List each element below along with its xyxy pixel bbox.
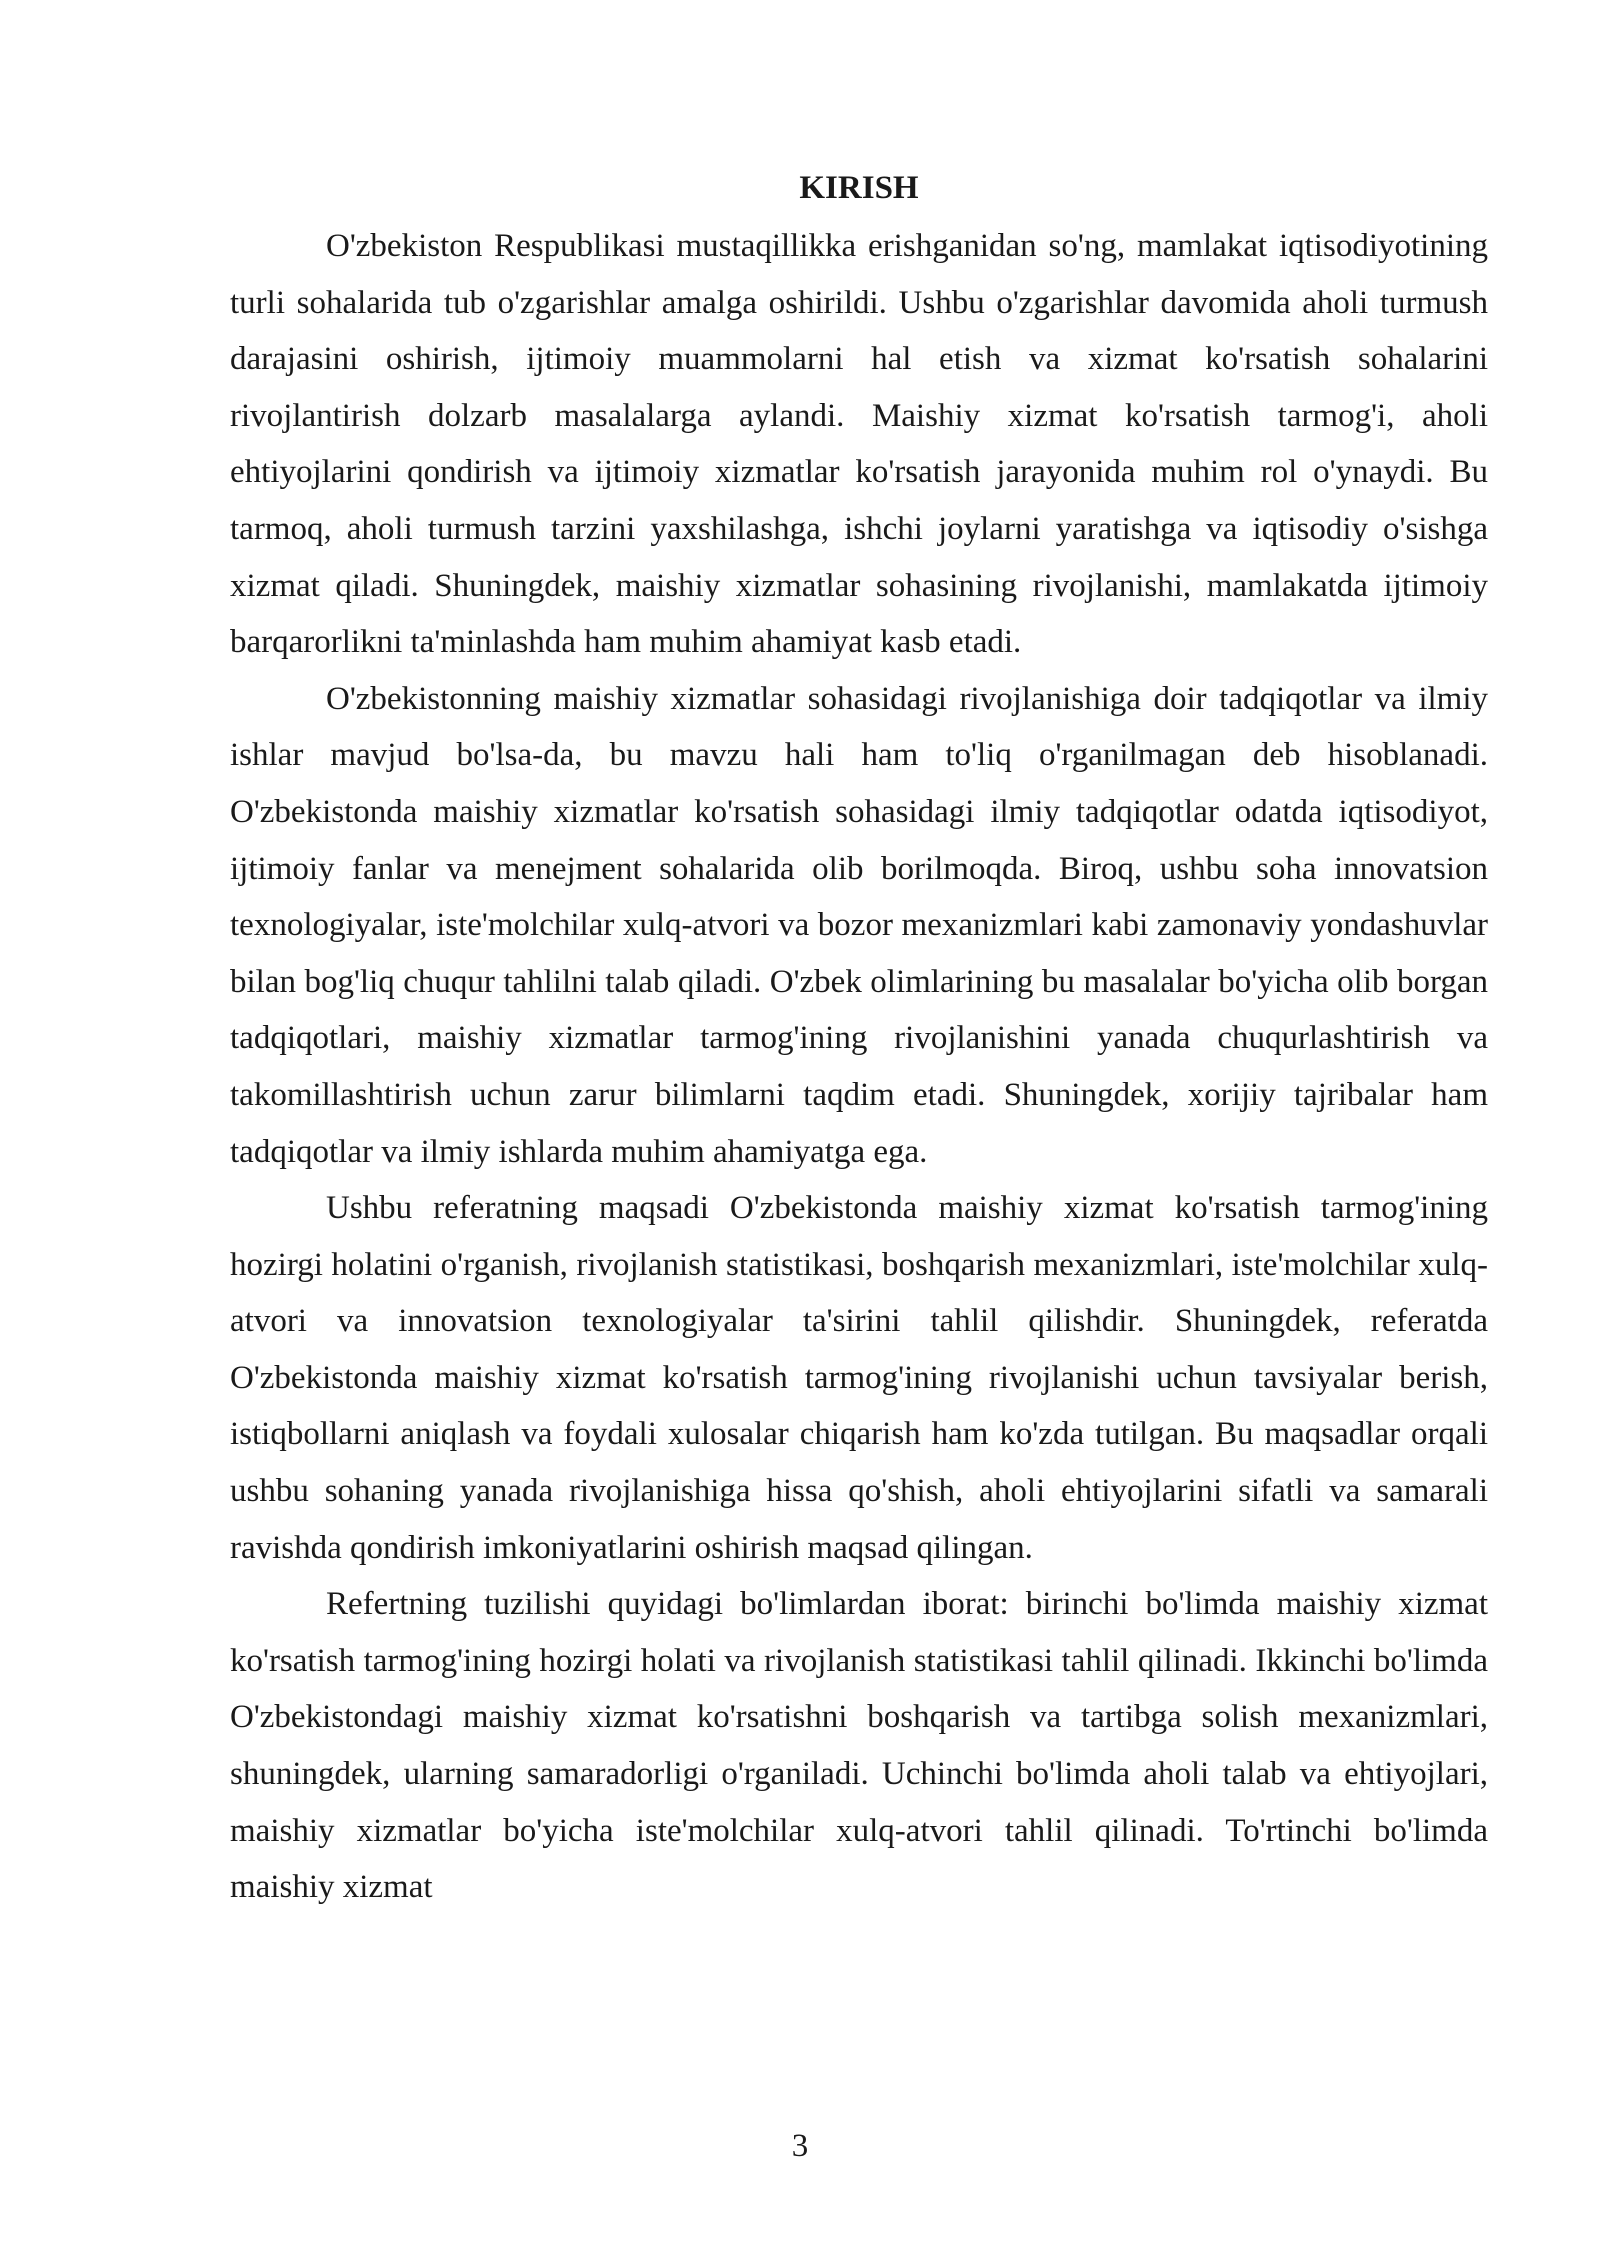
page-title: KIRISH bbox=[799, 170, 919, 206]
page-number: 3 bbox=[791, 2128, 809, 2164]
paragraph-1: O'zbekiston Respublikasi mustaqillikka erishganidan so'ng, mamlakat iqtisodiyotining turli sohalarida tub o'zgarishlar amalga oshirildi. Ushbu o'zgarishlar davomida aholi turmush darajasini oshirish, ijtimoiy muammolarni hal etish va xizmat ko'rsatish sohalarini rivojlantirish dolzarb masalalarga aylandi. Maishiy xizmat ko'rsatish tarmog'i, aholi ehtiyojlarini qondirish va ijtimoiy xizmatlar ko'rsatish jarayonida muhim rol o'ynaydi. Bu tarmoq, aholi turmush tarzini yaxshilashga, ishchi joylarni yaratishga va iqtisodiy o'sishga xizmat qiladi. Shuningdek, maishiy xizmatlar sohasining rivojlanishi, mamlakatda ijtimoiy barqarorlikni ta'minlashda ham muhim ahamiyat kasb etadi. bbox=[230, 228, 1488, 661]
paragraph-3: Ushbu referatning maqsadi O'zbekistonda maishiy xizmat ko'rsatish tarmog'ining hozirgi holatini o'rganish, rivojlanish statistikasi, boshqarish mexanizmlari, iste'molchilar xulq-atvori va innovatsion texnologiyalar ta'sirini tahlil qilishdir. Shuningdek, referatda O'zbekistonda maishiy xizmat ko'rsatish tarmog'ining rivojlanishi uchun tavsiyalar berish, istiqbollarni aniqlash va foydali xulosalar chiqarish ham ko'zda tutilgan. Bu maqsadlar orqali ushbu sohaning yanada rivojlanishiga hissa qo'shish, aholi ehtiyojlarini sifatli va samarali ravishda qondirish imkoniyatlarini oshirish maqsad qilingan. bbox=[230, 1190, 1488, 1566]
document-page bbox=[230, 160, 1488, 1916]
paragraph-4: Refertning tuzilishi quyidagi bo'limlardan iborat: birinchi bo'limda maishiy xizmat ko'rsatish tarmog'ining hozirgi holati va rivojlanish statistikasi tahlil qilinadi. Ikkinchi bo'limda O'zbekistondagi maishiy xizmat ko'rsatishni boshqarish va tartibga solish mexanizmlari, shuningdek, ularning samaradorligi o'rganiladi. Uchinchi bo'limda aholi talab va ehtiyojlari, maishiy xizmatlar bo'yicha iste'molchilar xulq-atvori tahlil qilinadi. To'rtinchi bo'limda maishiy xizmat bbox=[230, 1586, 1488, 1906]
paragraph-2: O'zbekistonning maishiy xizmatlar sohasidagi rivojlanishiga doir tadqiqotlar va ilmiy ishlar mavjud bo'lsa-da, bu mavzu hali ham to'liq o'rganilmagan deb hisoblanadi. O'zbekistonda maishiy xizmatlar ko'rsatish sohasidagi ilmiy tadqiqotlar odatda iqtisodiyot, ijtimoiy fanlar va menejment sohalarida olib borilmoqda. Biroq, ushbu soha innovatsion texnologiyalar, iste'molchilar xulq-atvori va bozor mexanizmlari kabi zamonaviy yondashuvlar bilan bog'liq chuqur tahlilni talab qiladi. O'zbek olimlarining bu masalalar bo'yicha olib borgan tadqiqotlari, maishiy xizmatlar tarmog'ining rivojlanishini yanada chuqurlashtirish va takomillashtirish uchun zarur bilimlarni taqdim etadi. Shuningdek, xorijiy tajribalar ham tadqiqotlar va ilmiy ishlarda muhim ahamiyatga ega. bbox=[230, 680, 1488, 1170]
